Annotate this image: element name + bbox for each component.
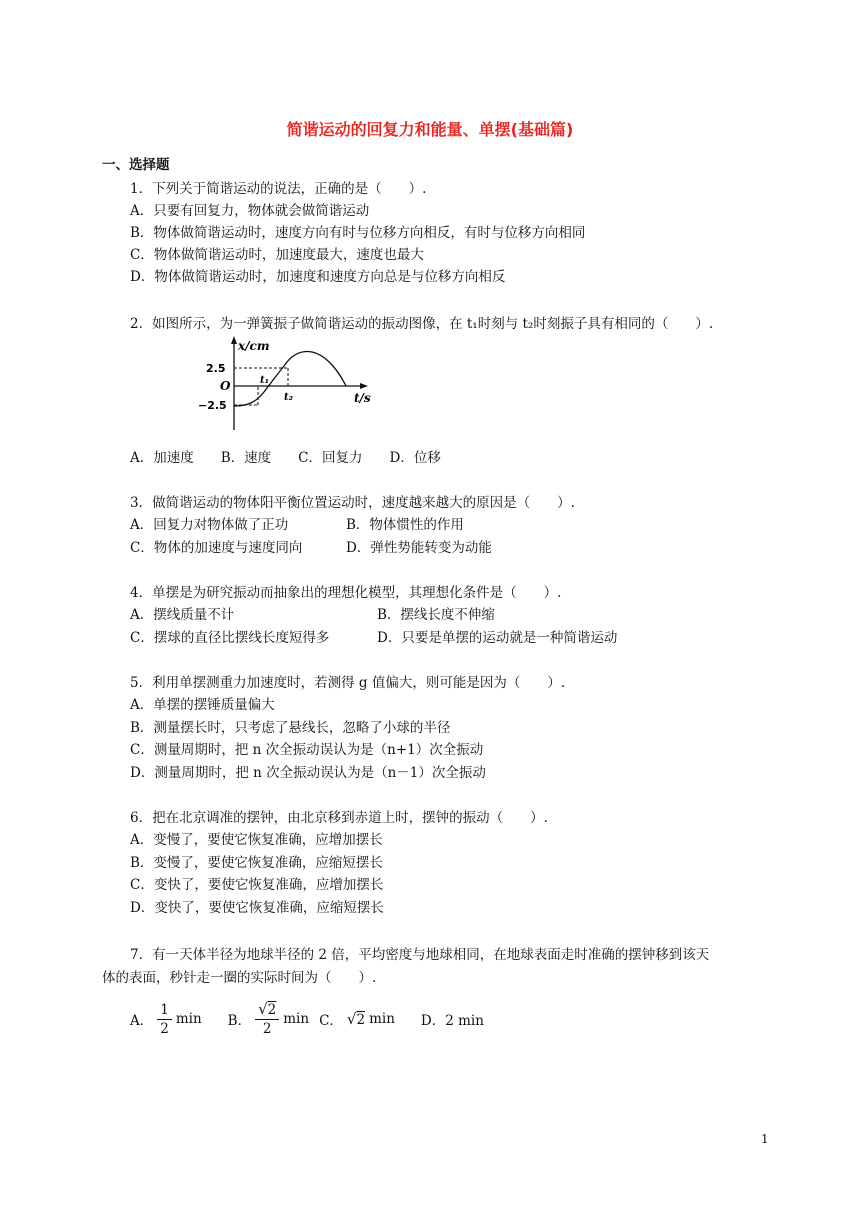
q4-option-a: A．摆线质量不计 [130,607,235,623]
q7-stem-line1: 7．有一天体半径为地球半径的 2 倍，平均密度与地球相同，在地球表面走时准确的摆钟移到该天 [130,947,710,963]
q2-vibration-graph [196,334,376,434]
q6-option-b: B．变慢了，要使它恢复准确，应缩短摆长 [130,855,383,871]
y-pos-label: 2.5 [206,362,226,375]
q6-option-a: A．变慢了，要使它恢复准确，应增加摆长 [130,832,383,848]
q5-option-a: A．单摆的摆锤质量偏大 [130,697,275,713]
page-title: 简谐运动的回复力和能量、单摆(基础篇) [286,120,574,139]
q7-option-b-fraction [255,1000,279,1038]
q1-option-b: B．物体做简谐运动时，速度方向有时与位移方向相反，有时与位移方向相同 [130,225,586,241]
q7-option-d: D．2 min [420,1013,484,1029]
q7-options [130,1000,484,1038]
t1-label: t₁ [260,375,269,386]
q4-option-c: C．摆球的直径比摆线长度短得多 [130,630,330,646]
q7-option-a-fraction [157,1001,172,1038]
q2-options: A．加速度 B．速度 C．回复力 D．位移 [130,450,441,466]
q7-option-c-unit: min [369,1011,395,1027]
q4-option-b: B．摆线长度不伸缩 [377,607,495,623]
q3-option-c: C．物体的加速度与速度同向 [130,540,303,556]
q7-option-b-numerator [255,1000,279,1020]
q3-option-d: D．弹性势能转变为动能 [346,540,492,556]
section-heading: 一、选择题 [102,157,170,173]
q7-stem-line2: 体的表面，秒针走一圈的实际时间为（ ）. [102,970,377,986]
q5-stem: 5．利用单摆测重力加速度时，若测得 g 值偏大，则可能是因为（ ）. [130,675,566,691]
t2-label: t₂ [284,392,293,403]
y-axis-arrow [231,336,237,344]
q7-option-b-unit: min [283,1011,310,1027]
q7-option-b-radicand: 2 [267,1002,277,1018]
q1-option-c: C．物体做简谐运动时，加速度最大，速度也最大 [130,247,424,263]
q6-option-c: C．变快了，要使它恢复准确，应增加摆长 [130,877,384,893]
y-axis-label: x/cm [238,339,270,353]
q7-option-b-prefix: B． [227,1013,252,1029]
q1-option-d: D．物体做简谐运动时，加速度和速度方向总是与位移方向相反 [130,269,506,285]
sqrt-icon: √ [258,1000,268,1018]
q7-option-a-numerator: 1 [157,1001,172,1020]
page-number: 1 [761,1132,769,1146]
q7-option-c-prefix: C． [319,1013,343,1029]
q3-option-b: B．物体惯性的作用 [346,517,464,533]
q4-option-d: D．只要是单摆的运动就是一种简谐运动 [377,630,618,646]
q7-option-b-denominator: 2 [262,1021,272,1037]
q6-stem: 6．把在北京调准的摆钟，由北京移到赤道上时，摆钟的振动（ ）. [130,810,548,826]
q7-option-c-radicand: 2 [356,1012,366,1028]
y-neg-label: −2.5 [198,399,227,412]
q1-stem: 1．下列关于简谐运动的说法，正确的是（ ）. [130,181,427,197]
q3-option-a: A．回复力对物体做了正功 [130,517,289,533]
x-axis-label: t/s [354,391,371,405]
x-axis-arrow [360,383,368,389]
q7-option-a-unit: min [175,1011,202,1027]
q5-option-b: B．测量摆长时，只考虑了悬线长，忽略了小球的半径 [130,720,451,736]
q7-option-a-prefix: A． [130,1013,154,1029]
q6-option-d: D．变快了，要使它恢复准确，应缩短摆长 [130,900,384,916]
origin-label: O [220,379,231,393]
q2-stem: 2．如图所示，为一弹簧振子做简谐运动的振动图像，在 t₁时刻与 t₂时刻振子具有相同的（ ）. [130,316,714,332]
q4-stem: 4．单摆是为研究振动而抽象出的理想化模型，其理想化条件是（ ）. [130,585,562,601]
q1-option-a: A．只要有回复力，物体就会做简谐运动 [130,203,370,219]
q5-option-d: D．测量周期时，把 n 次全振动误认为是（n－1）次全振动 [130,765,486,781]
q3-stem: 3．做简谐运动的物体阳平衡位置运动时，速度越来越大的原因是（ ）. [130,495,575,511]
q7-option-a-denominator: 2 [160,1020,169,1037]
sqrt-icon: √ [346,1010,357,1028]
q5-option-c: C．测量周期时，把 n 次全振动误认为是（n+1）次全振动 [130,742,484,758]
